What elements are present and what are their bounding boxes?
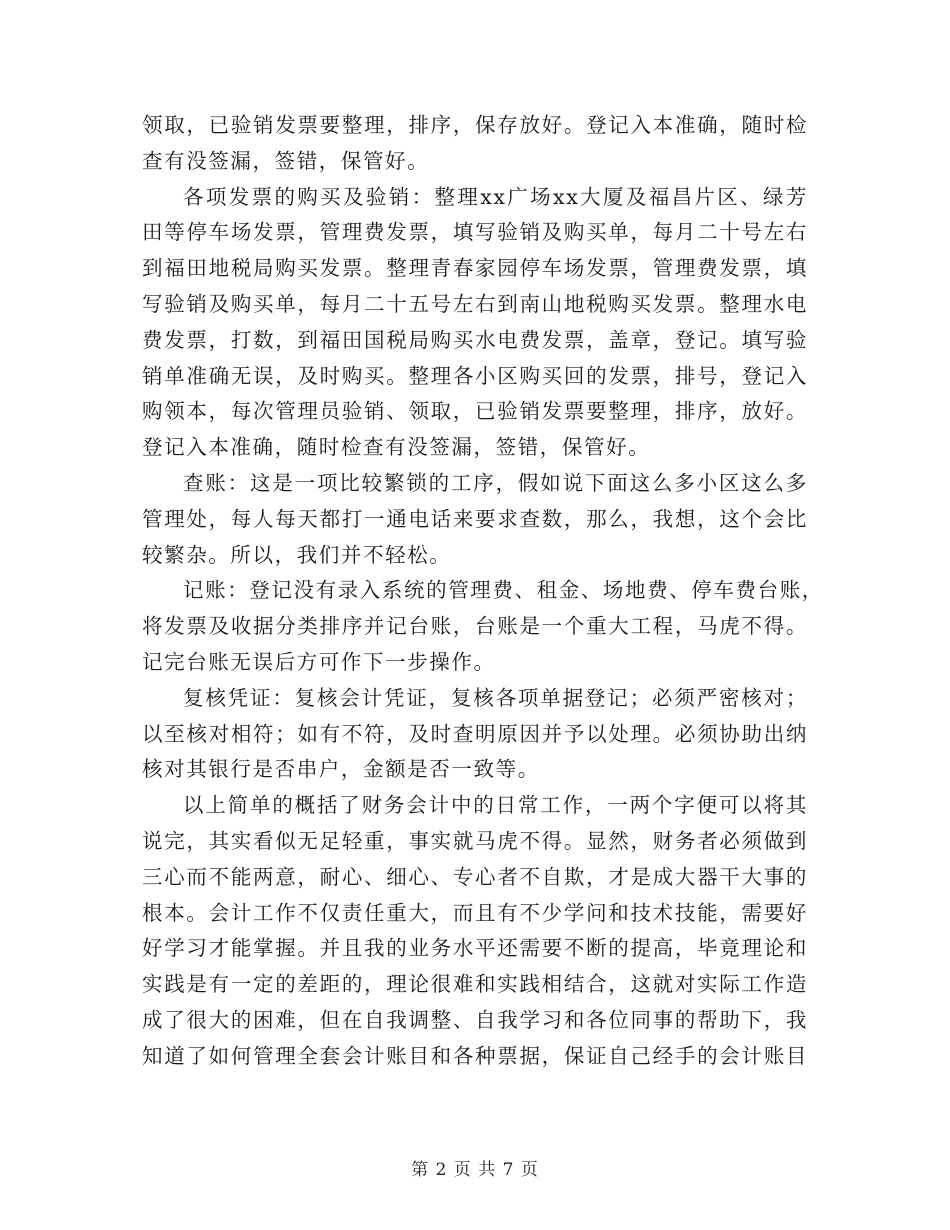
- text-line: 以上简单的概括了财务会计中的日常工作，一两个字便可以将其: [183, 793, 808, 818]
- paragraph-invoice-purchase: [142, 180, 808, 466]
- paragraph-voucher-review: [142, 681, 808, 788]
- document-body: [142, 108, 824, 1075]
- text-line: 销单准确无误，及时购买。整理各小区购买回的发票，排号，登记入: [142, 363, 808, 388]
- text-line: 田等停车场发票，管理费发票，填写验销及购买单，每月二十号左右: [142, 220, 808, 245]
- text-line: 以至核对相符；如有不符，及时查明原因并予以处理。必须协助出纳: [142, 721, 808, 746]
- text-line: 实践是有一定的差距的，理论很难和实践相结合，这就对实际工作造: [142, 972, 808, 997]
- text-line: 复核凭证：复核会计凭证，复核各项单据登记；必须严密核对；: [183, 685, 808, 710]
- text-line: 登记入本准确，随时检查有没签漏，签错，保管好。: [142, 435, 651, 460]
- text-line: 核对其银行是否串户，金额是否一致等。: [142, 757, 540, 782]
- paragraph-continuation: [142, 108, 808, 180]
- text-line: 各项发票的购买及验销：整理xx广场xx大厦及福昌片区、绿芳: [183, 184, 808, 209]
- text-line: 知道了如何管理全套会计账目和各种票据，保证自己经手的会计账目: [142, 1043, 808, 1068]
- text-line: 购领本，每次管理员验销、领取，已验销发票要整理，排序，放好。: [142, 399, 808, 424]
- paragraph-bookkeeping: [142, 573, 824, 680]
- text-line: 较繁杂。所以，我们并不轻松。: [142, 542, 452, 567]
- text-line: 到福田地税局购买发票。整理青春家园停车场发票，管理费发票，填: [142, 256, 808, 281]
- text-line: 查账：这是一项比较繁锁的工序，假如说下面这么多小区这么多: [183, 470, 808, 495]
- text-line: 费发票，打数，到福田国税局购买水电费发票，盖章，登记。填写验: [142, 327, 808, 352]
- text-line: 查有没签漏，签错，保管好。: [142, 148, 430, 173]
- text-line: 写验销及购买单，每月二十五号左右到南山地税购买发票。整理水电: [142, 291, 808, 316]
- text-line: 根本。会计工作不仅责任重大，而且有不少学问和技术技能，需要好: [142, 900, 808, 925]
- text-line: 说完，其实看似无足轻重，事实就马虎不得。显然，财务者必须做到: [142, 828, 808, 853]
- text-line: 领取，已验销发票要整理，排序，保存放好。登记入本准确，随时检: [142, 113, 808, 137]
- text-line: 记账：登记没有录入系统的管理费、租金、场地费、停车费台账，: [183, 578, 824, 603]
- text-line: 记完台账无误后方可作下一步操作。: [142, 649, 496, 674]
- text-line: 成了很大的困难，但在自我调整、自我学习和各位同事的帮助下，我: [142, 1007, 808, 1032]
- paragraph-account-inquiry: [142, 466, 808, 573]
- text-line: 管理处，每人每天都打一通电话来要求查数，那么，我想，这个会比: [142, 506, 808, 531]
- text-line: 将发票及收据分类排序并记台账，台账是一个重大工程，马虎不得。: [142, 614, 808, 639]
- text-line: 好学习才能掌握。并且我的业务水平还需要不断的提高，毕竟理论和: [142, 936, 808, 961]
- paragraph-summary: [142, 788, 808, 1074]
- page-number-footer: 第 2 页 共 7 页: [411, 1160, 539, 1180]
- text-line: 三心而不能两意，耐心、细心、专心者不自欺，才是成大器干大事的: [142, 864, 808, 889]
